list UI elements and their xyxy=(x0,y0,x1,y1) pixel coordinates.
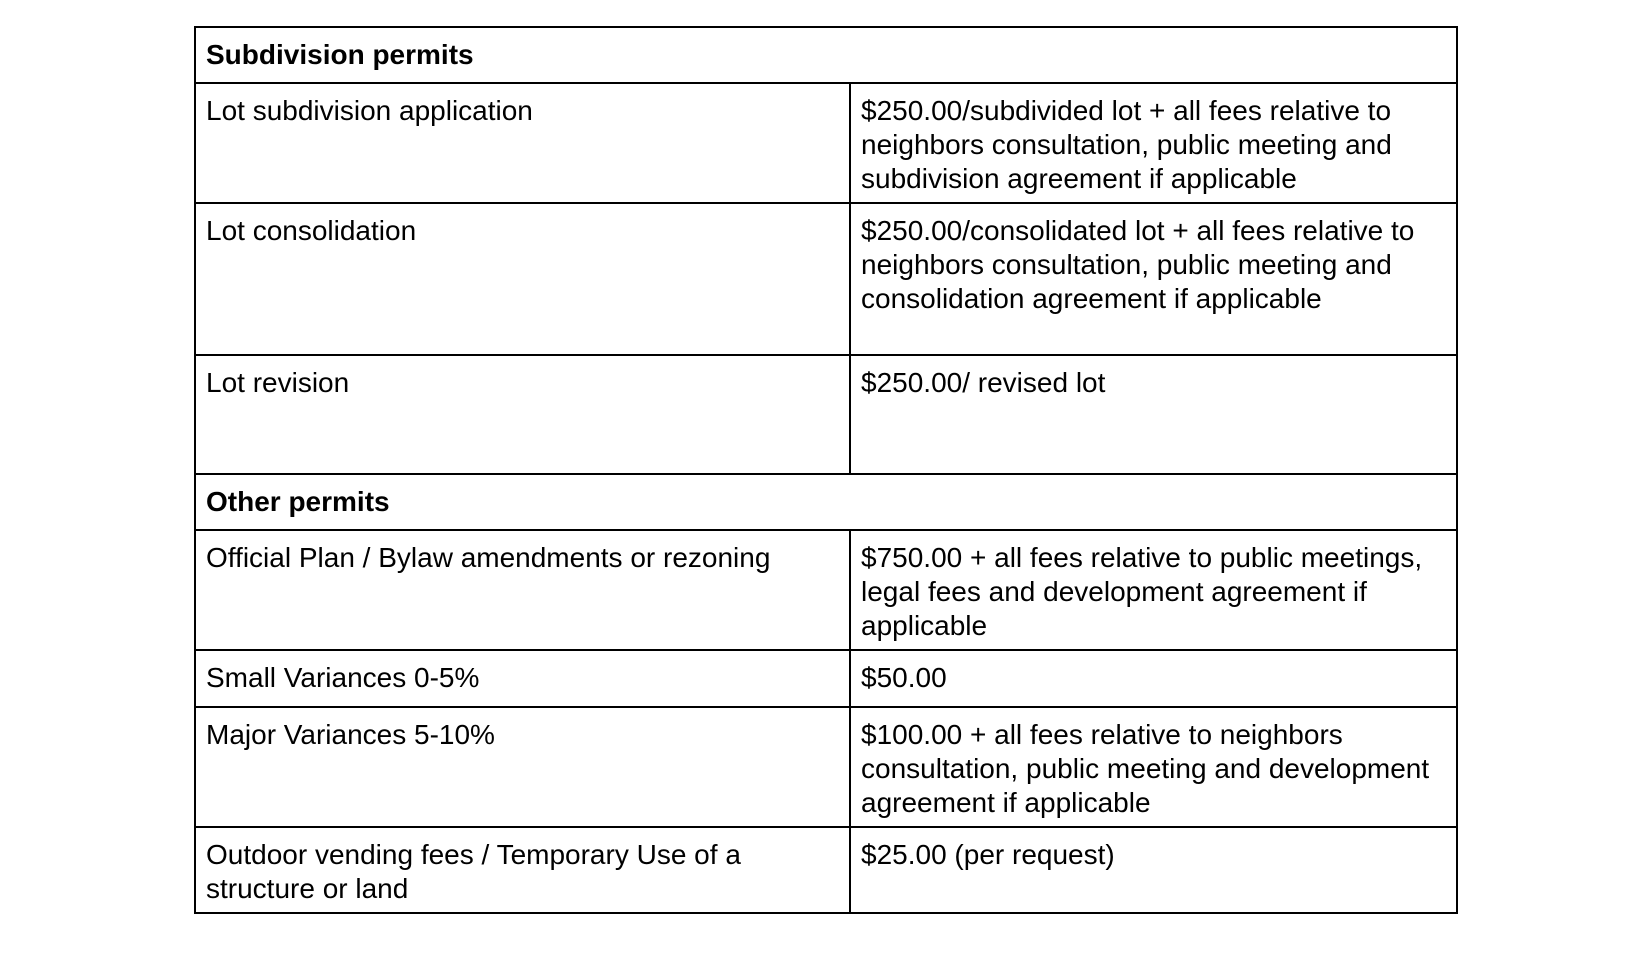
table-row xyxy=(195,203,1457,355)
permit-fee-cell: $250.00/subdivided lot + all fees relative to neighbors consultation, public meeting and subdivision agreement if applicable xyxy=(850,83,1457,203)
table-row xyxy=(195,530,1457,650)
permit-type-cell: Major Variances 5-10% xyxy=(195,707,850,827)
permit-fee-cell: $100.00 + all fees relative to neighbors consultation, public meeting and development agreement if applicable xyxy=(850,707,1457,827)
permit-type-cell: Outdoor vending fees / Temporary Use of a structure or land xyxy=(195,827,850,913)
table-row xyxy=(195,707,1457,827)
table-row xyxy=(195,355,1457,474)
table-row xyxy=(195,650,1457,707)
table-row xyxy=(195,827,1457,913)
permit-type-cell: Lot revision xyxy=(195,355,850,474)
fee-schedule-table xyxy=(194,26,1458,914)
permit-type-cell: Lot subdivision application xyxy=(195,83,850,203)
permit-fee-cell: $250.00/ revised lot xyxy=(850,355,1457,474)
permit-type-cell: Lot consolidation xyxy=(195,203,850,355)
table-row xyxy=(195,83,1457,203)
permit-type-cell: Official Plan / Bylaw amendments or rezoning xyxy=(195,530,850,650)
permit-type-cell: Small Variances 0-5% xyxy=(195,650,850,707)
permit-fee-cell: $250.00/consolidated lot + all fees relative to neighbors consultation, public meeting and consolidation agreement if applicable xyxy=(850,203,1457,355)
permit-fee-cell: $750.00 + all fees relative to public meetings, legal fees and development agreement if applicable xyxy=(850,530,1457,650)
section-heading-other: Other permits xyxy=(195,474,1457,530)
section-header-row xyxy=(195,27,1457,83)
section-heading-subdivision: Subdivision permits xyxy=(195,27,1457,83)
permit-fee-cell: $25.00 (per request) xyxy=(850,827,1457,913)
section-header-row xyxy=(195,474,1457,530)
permit-fee-cell: $50.00 xyxy=(850,650,1457,707)
